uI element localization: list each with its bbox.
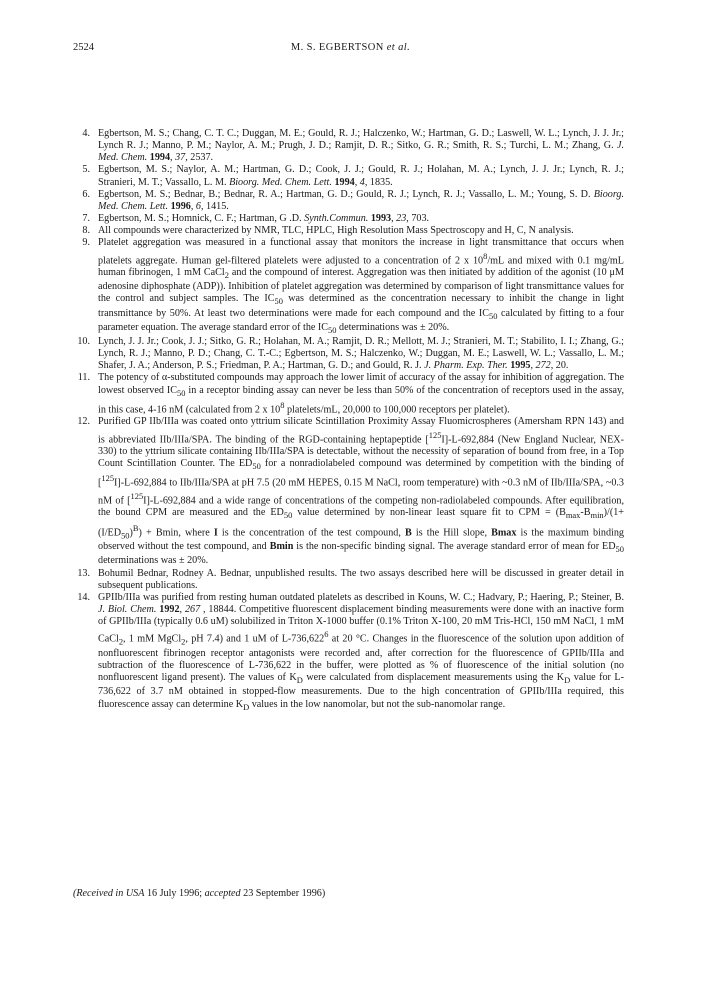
reference-text: Platelet aggregation was measured in a functional assay that monitors the increase in light transmittance that occurs when platelets aggregate. Human gel-filtered platelets were adjusted to a concentration of 2 x $10^8/mL$ and mixed with 0.1 mg/mL human fibrinogen, 1 mM CaCl$_2$ and the compound of interest. Aggregation was then initiated by addition of the agonist (10 μM adenosine diphosphate (ADP)). Inhibition of platelet aggregation was determined by comparison of light transmittance values for the control and subject samples. The $IC_{50}$ was determined as the concentration necessary to inhibit the change in light transmittance by 50%. At least two determinations were made for each compound and the $IC_{50}$ calculated by fitting to a four parameter equation. The average standard error of the $IC_{50}$ determinations was ± 20%. [98,237,624,335]
reference-text: Egbertson, M. S.; Naylor, A. M.; Hartman, G. D.; Cook, J. J.; Gould, R. J.; Holahan, M. A.; Lynch, J. J. Jr.; Lynch, R. J.; Stranieri, M. T.; Vassallo, L. M. Bioorg. Med. Chem. Lett. 1994, 4, 1835. [98,164,624,188]
reference-item [73,372,624,416]
reference-text: Egbertson, M. S.; Homnick, C. F.; Hartman, G .D. Synth.Commun. 1993, 23, 703. [98,213,430,225]
reference-number: 10. [77,336,90,347]
reference-text: Egbertson, M. S.; Bednar, B.; Bednar, R. A.; Hartman, G. D.; Gould, R. J.; Lynch, R. J.; Vassallo, L. M.; Young, S. D. Bioorg. Med. Chem. Lett. 1996, 6, 1415. [98,188,624,212]
received-line [73,888,325,899]
reference-number: 5. [82,164,90,176]
reference-number: 14. [77,591,90,603]
reference-item [73,164,624,188]
reference-text: Lynch, J. J. Jr.; Cook, J. J.; Sitko, G. R.; Holahan, M. A.; Ramjit, D. R.; Mellott, M. J.; Stranieri, M. T.; Stabilito, I. I.; Zhang, G.; Lynch, R. J.; Manno, P. D.; Chang, C. T.-C.; Egbertson, M. S.; Halczenko, W.; Duggan, M. E.; Laswell, W. L.; Vassallo, L. M.; Shafer, J. A.; Anderson, P. S.; Friedman, P. A.; Hartman, G. D.; and Gould, R. J. J. Pharm. Exp. Ther. 1995, 272, 20. [98,336,624,372]
page-number: 2524 [73,42,94,53]
reference-item [73,213,624,225]
reference-text: All compounds were characterized by NMR, TLC, HPLC, High Resolution Mass Spectroscopy and H, C, N analysis. [98,225,574,237]
reference-number: 12. [77,416,90,428]
reference-text: The potency of α-substituted compounds may approach the lower limit of accuracy of the assay for inhibition of aggregation. The lowest observed $IC_{50}$ in a receptor binding assay can never be less than 50% of the concentration of receptors used in the assay, in this case, 4-16 nM (calculated from 2 x $10^8$ platelets/mL, 20,000 to 100,000 receptors per platelet). [98,372,624,416]
reference-item [73,237,624,336]
reference-item [73,568,624,592]
reference-item [73,128,624,164]
reference-list [73,128,624,713]
received-date: 16 July 1996; [146,888,203,899]
reference-number: 13. [77,567,90,579]
reference-number: 4. [82,128,90,139]
reference-text: GPIIb/IIIa was purified from resting human outdated platelets as described in Kouns, W. C.; Hadvary, P.; Haering, P.; Steiner, B. J. Biol. Chem. 1992, 267 , 18844. Competitive fluorescent displacement binding measurements were done with an inactive form of GPIIb/IIIa (typically 0.6 uM) solubilized in Triton X-1000 buffer (0.1% Triton X-100, 20 mM Tris-HCl, 150 mM NaCl, 1 mM CaCl$_2$, 1 mM MgCl$_2$, pH 7.4) and 1 uM of L-736,622$^6$ at 20 °C. Changes in the fluorescence of the solution upon addition of nonfluorescent fibrinogen receptor antagonists were recorded and, after correction for the fluorescence of GPIIb/IIIa and subtraction of the fluorescence of L-736,622 in the buffer, were plotted as % of fluorescence of the initial solution (no nonfluorescent ligand present). The values of $K_D$ were calculated from displacement measurements using the $K_D$ value for L-736,622 of 3.7 nM obtained in stopped-flow measurements. Due to the high concentration of GPIIb/IIIa required, this fluorescence assay can determine $K_D$ values in the low nanomolar, but not the sub-nanomolar range. [98,591,625,712]
accepted-label: accepted [204,888,241,899]
accepted-date: 23 September 1996) [243,888,326,899]
reference-number: 8. [82,225,90,237]
reference-item [73,189,624,213]
running-head [0,42,701,53]
reference-number: 11. [77,372,90,384]
reference-item [73,225,624,237]
reference-text: Egbertson, M. S.; Chang, C. T. C.; Duggan, M. E.; Gould, R. J.; Halczenko, W.; Hartman, G. D.; Laswell, W. L.; Lynch, J. J. Jr.; Lynch R. J.; Manno, P. M.; Naylor, A. M.; Prugh, J. D.; Ramjit, D. R.; Sitko, G. R.; Smith, R. S.; Turchi, L. M.; Zhang, G. J. Med. Chem. 1994, 37, 2537. [98,128,624,164]
reference-text: Bohumil Bednar, Rodney A. Bednar, unpublished results. The two assays described here will be discussed in greater detail in subsequent publications. [98,567,624,591]
reference-number: 7. [82,213,90,225]
reference-text: Purified GP IIb/IIIa was coated onto yttrium silicate Scintillation Proximity Assay Fluomicrospheres (Amersham RPN 143) and is abbreviated IIb/IIIa/SPA. The binding of the RGD-containing heptapeptide [$^{125}$I]-L-692,884 (New England Nuclear, NEX-330) to the yttrium silicate containing IIb/IIIa/SPA is detectable, without the necessity of separation of bound from free, in a Top Count Scintillation Counter. The $ED_{50}$ for a nonradiolabeled compound was determined by competition with the binding of [$^{125}$I]-L-692,884 to IIb/IIIa/SPA at pH 7.5 (20 mM HEPES, 0.15 M NaCl, room temperature) with ~0.3 nM of IIb/IIIa/SPA, ~0.3 nM of [$^{125}$I]-L-692,884 and a wide range of concentrations of the competing non-radiolabeled compounds. After equilibration, the bound CPM are measured and the $ED_{50}$ value determined by non-linear least square fit to CPM = $(B_{max}-B_{min})/(1+ (I/ED_{50})^B) + Bmin$, where I is the concentration of the test compound, B is the Hill slope, Bmax is the maximum binding observed without the test compound, and Bmin is the non-specific binding signal. The average standard error of mean for $ED_{50}$ determinations was ± 20%. [98,416,624,567]
reference-item [73,336,624,372]
reference-item [73,416,624,567]
reference-number: 6. [82,188,90,200]
running-head-suffix: et al. [386,42,411,53]
reference-item [73,592,624,713]
running-head-author: M. S. EGBERTSON [290,42,384,53]
received-prefix: (Received in USA [73,888,145,899]
reference-number: 9. [82,237,90,249]
